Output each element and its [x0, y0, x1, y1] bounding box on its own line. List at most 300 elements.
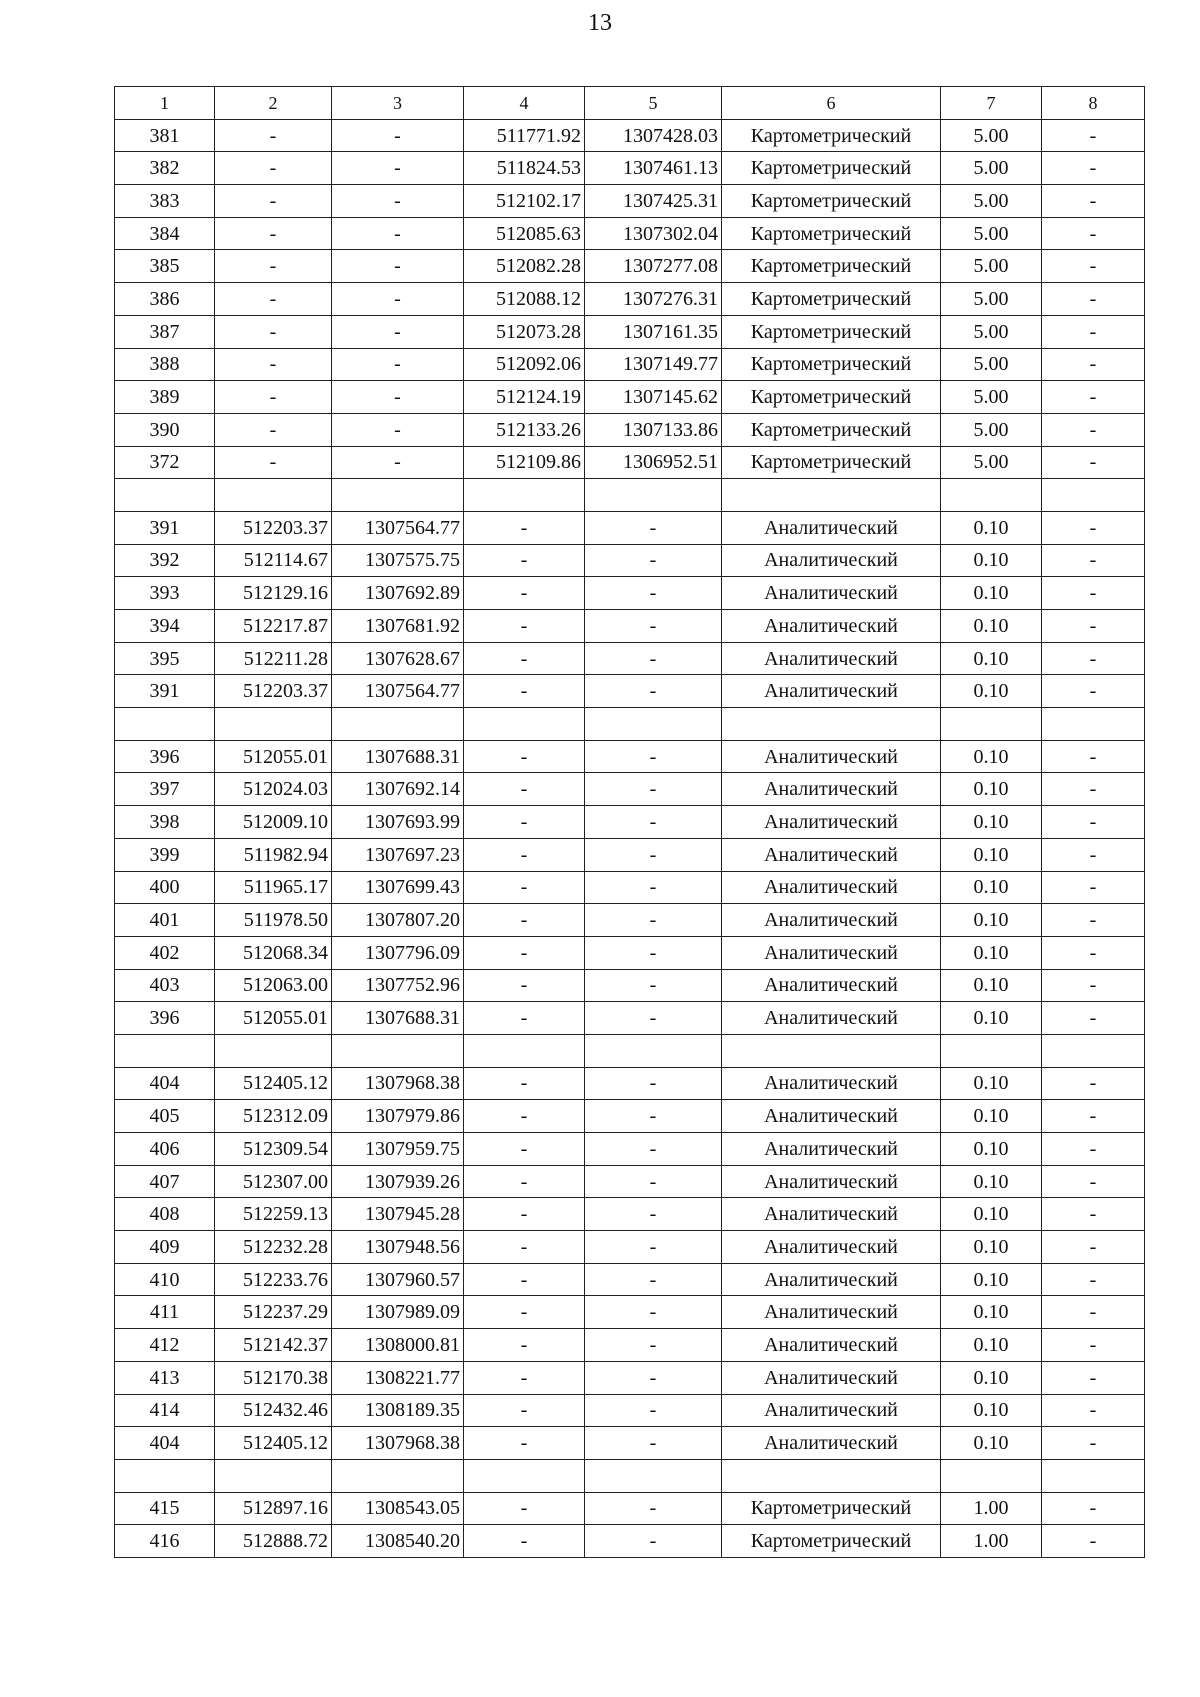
- table-cell-col-3: 1307989.09: [332, 1296, 464, 1329]
- table-cell-col-5: [585, 1034, 722, 1067]
- table-cell-col-1: 384: [115, 217, 215, 250]
- table-cell-col-6: Аналитический: [722, 904, 941, 937]
- table-cell-col-3: 1307752.96: [332, 969, 464, 1002]
- table-cell-col-5: 1307277.08: [585, 250, 722, 283]
- table-cell-col-6: Картометрический: [722, 1492, 941, 1525]
- table-cell-col-4: 512092.06: [464, 348, 585, 381]
- table-row: [115, 1329, 1145, 1362]
- table-cell-col-1: 389: [115, 381, 215, 414]
- table-cell-col-8: -: [1042, 1492, 1145, 1525]
- table-row: [115, 217, 1145, 250]
- table-cell-col-2: -: [215, 446, 332, 479]
- table-cell-col-6: Аналитический: [722, 838, 941, 871]
- table-row: [115, 1394, 1145, 1427]
- table-cell-col-4: -: [464, 1002, 585, 1035]
- table-cell-col-8: -: [1042, 544, 1145, 577]
- table-cell-col-6: Картометрический: [722, 152, 941, 185]
- table-row: [115, 1263, 1145, 1296]
- table-cell-col-8: -: [1042, 315, 1145, 348]
- table-cell-col-6: Картометрический: [722, 1525, 941, 1558]
- table-cell-col-4: [464, 479, 585, 512]
- table-cell-col-7: 5.00: [941, 348, 1042, 381]
- table-cell-col-6: Аналитический: [722, 1296, 941, 1329]
- table-cell-col-4: -: [464, 1394, 585, 1427]
- table-cell-col-1: 390: [115, 413, 215, 446]
- table-cell-col-2: 512309.54: [215, 1133, 332, 1166]
- table-row: [115, 1231, 1145, 1264]
- table-cell-col-5: -: [585, 1165, 722, 1198]
- table-cell-col-2: 512307.00: [215, 1165, 332, 1198]
- table-cell-col-1: 385: [115, 250, 215, 283]
- table-cell-col-3: 1307575.75: [332, 544, 464, 577]
- table-cell-col-5: -: [585, 1263, 722, 1296]
- table-cell-col-4: 512102.17: [464, 185, 585, 218]
- table-row: [115, 1459, 1145, 1492]
- table-cell-col-2: 512897.16: [215, 1492, 332, 1525]
- table-cell-col-4: -: [464, 1492, 585, 1525]
- table-cell-col-8: -: [1042, 1394, 1145, 1427]
- table-cell-col-7: 0.10: [941, 544, 1042, 577]
- table-cell-col-3: 1307979.86: [332, 1100, 464, 1133]
- table-cell-col-6: Аналитический: [722, 642, 941, 675]
- table-cell-col-1: 387: [115, 315, 215, 348]
- table-cell-col-1: 399: [115, 838, 215, 871]
- table-cell-col-1: 404: [115, 1067, 215, 1100]
- table-cell-col-7: [941, 708, 1042, 741]
- table-cell-col-5: [585, 1459, 722, 1492]
- table-cell-col-7: 0.10: [941, 511, 1042, 544]
- table-cell-col-7: 0.10: [941, 969, 1042, 1002]
- table-cell-col-5: -: [585, 511, 722, 544]
- table-cell-col-4: [464, 1459, 585, 1492]
- table-cell-col-6: Аналитический: [722, 1198, 941, 1231]
- table-row: [115, 1525, 1145, 1558]
- table-cell-col-5: -: [585, 969, 722, 1002]
- table-cell-col-7: 0.10: [941, 1198, 1042, 1231]
- table-cell-col-2: 512170.38: [215, 1361, 332, 1394]
- table-cell-col-7: 5.00: [941, 119, 1042, 152]
- table-cell-col-4: -: [464, 544, 585, 577]
- table-cell-col-1: 402: [115, 936, 215, 969]
- table-cell-col-2: 512055.01: [215, 1002, 332, 1035]
- table-cell-col-1: 391: [115, 675, 215, 708]
- table-cell-col-7: 5.00: [941, 217, 1042, 250]
- table-cell-col-6: Аналитический: [722, 1231, 941, 1264]
- table-cell-col-1: 410: [115, 1263, 215, 1296]
- table-cell-col-1: 372: [115, 446, 215, 479]
- table-cell-col-1: 404: [115, 1427, 215, 1460]
- table-cell-col-5: -: [585, 1198, 722, 1231]
- table-cell-col-1: [115, 479, 215, 512]
- table-cell-col-4: 512124.19: [464, 381, 585, 414]
- table-cell-col-7: 5.00: [941, 446, 1042, 479]
- table-row: [115, 1067, 1145, 1100]
- table-cell-col-4: -: [464, 838, 585, 871]
- table-cell-col-3: [332, 1034, 464, 1067]
- table-cell-col-4: -: [464, 1231, 585, 1264]
- table-cell-col-5: -: [585, 1361, 722, 1394]
- table-cell-col-3: -: [332, 381, 464, 414]
- table-cell-col-1: 407: [115, 1165, 215, 1198]
- table-cell-col-1: 396: [115, 1002, 215, 1035]
- table-row: [115, 1361, 1145, 1394]
- table-cell-col-4: [464, 1034, 585, 1067]
- table-cell-col-8: -: [1042, 1165, 1145, 1198]
- table-cell-col-6: Аналитический: [722, 936, 941, 969]
- table-cell-col-7: 0.10: [941, 1361, 1042, 1394]
- table-cell-col-8: -: [1042, 1525, 1145, 1558]
- table-cell-col-7: 0.10: [941, 740, 1042, 773]
- table-cell-col-3: [332, 1459, 464, 1492]
- table-cell-col-5: 1307145.62: [585, 381, 722, 414]
- table-cell-col-4: -: [464, 577, 585, 610]
- table-cell-col-7: 5.00: [941, 315, 1042, 348]
- table-cell-col-8: -: [1042, 1231, 1145, 1264]
- table-cell-col-2: 512432.46: [215, 1394, 332, 1427]
- table-cell-col-2: -: [215, 315, 332, 348]
- table-cell-col-1: 383: [115, 185, 215, 218]
- table-row: [115, 1492, 1145, 1525]
- table-cell-col-5: 1307425.31: [585, 185, 722, 218]
- table-cell-col-2: [215, 1034, 332, 1067]
- table-cell-col-4: 512133.26: [464, 413, 585, 446]
- table-cell-col-1: 398: [115, 806, 215, 839]
- table-cell-col-5: -: [585, 1394, 722, 1427]
- table-cell-col-2: [215, 708, 332, 741]
- table-cell-col-7: 0.10: [941, 577, 1042, 610]
- table-cell-col-3: 1307692.89: [332, 577, 464, 610]
- table-cell-col-7: 0.10: [941, 1427, 1042, 1460]
- table-row: [115, 610, 1145, 643]
- table-cell-col-6: Картометрический: [722, 315, 941, 348]
- table-cell-col-4: -: [464, 871, 585, 904]
- table-cell-col-4: -: [464, 1296, 585, 1329]
- table-cell-col-4: 512088.12: [464, 283, 585, 316]
- header-row: [115, 87, 1145, 120]
- table-cell-col-2: 512068.34: [215, 936, 332, 969]
- table-cell-col-6: Аналитический: [722, 1100, 941, 1133]
- table-cell-col-6: Картометрический: [722, 283, 941, 316]
- table-cell-col-3: 1308189.35: [332, 1394, 464, 1427]
- table-cell-col-4: 512109.86: [464, 446, 585, 479]
- table-cell-col-4: -: [464, 806, 585, 839]
- table-cell-col-3: 1307564.77: [332, 511, 464, 544]
- table-cell-col-3: 1307945.28: [332, 1198, 464, 1231]
- table-cell-col-3: 1307688.31: [332, 740, 464, 773]
- table-cell-col-3: -: [332, 413, 464, 446]
- table-cell-col-4: -: [464, 969, 585, 1002]
- table-cell-col-8: -: [1042, 871, 1145, 904]
- table-cell-col-8: -: [1042, 217, 1145, 250]
- table-cell-col-8: -: [1042, 250, 1145, 283]
- table-row: [115, 479, 1145, 512]
- table-cell-col-2: 512063.00: [215, 969, 332, 1002]
- table-cell-col-3: 1308000.81: [332, 1329, 464, 1362]
- table-cell-col-3: 1307697.23: [332, 838, 464, 871]
- table-cell-col-2: -: [215, 185, 332, 218]
- table-cell-col-4: 511771.92: [464, 119, 585, 152]
- table-cell-col-7: 0.10: [941, 1231, 1042, 1264]
- table-cell-col-5: -: [585, 610, 722, 643]
- table-cell-col-3: -: [332, 283, 464, 316]
- table-cell-col-1: 391: [115, 511, 215, 544]
- table-cell-col-8: -: [1042, 1361, 1145, 1394]
- table-row: [115, 381, 1145, 414]
- table-cell-col-5: 1307428.03: [585, 119, 722, 152]
- table-cell-col-7: [941, 1034, 1042, 1067]
- table-cell-col-5: -: [585, 1525, 722, 1558]
- table-cell-col-6: Аналитический: [722, 871, 941, 904]
- table-cell-col-2: 512055.01: [215, 740, 332, 773]
- table-cell-col-8: -: [1042, 511, 1145, 544]
- table-row: [115, 969, 1145, 1002]
- table-cell-col-7: 5.00: [941, 152, 1042, 185]
- table-cell-col-5: -: [585, 936, 722, 969]
- table-cell-col-6: Аналитический: [722, 969, 941, 1002]
- table-cell-col-6: Аналитический: [722, 1002, 941, 1035]
- table-cell-col-6: Аналитический: [722, 1329, 941, 1362]
- table-row: [115, 315, 1145, 348]
- table-cell-col-3: 1307628.67: [332, 642, 464, 675]
- table-cell-col-4: 512082.28: [464, 250, 585, 283]
- table-cell-col-5: -: [585, 1231, 722, 1264]
- table-cell-col-2: 512405.12: [215, 1067, 332, 1100]
- table-cell-col-8: -: [1042, 806, 1145, 839]
- table-cell-col-5: [585, 479, 722, 512]
- table-cell-col-6: Картометрический: [722, 348, 941, 381]
- table-cell-col-1: 388: [115, 348, 215, 381]
- table-cell-col-7: 1.00: [941, 1525, 1042, 1558]
- table-row: [115, 152, 1145, 185]
- table-cell-col-3: 1307564.77: [332, 675, 464, 708]
- table-cell-col-5: -: [585, 1133, 722, 1166]
- table-cell-col-6: Аналитический: [722, 1427, 941, 1460]
- table-row: [115, 544, 1145, 577]
- table-cell-col-3: 1308543.05: [332, 1492, 464, 1525]
- table-cell-col-7: [941, 479, 1042, 512]
- table-cell-col-2: -: [215, 413, 332, 446]
- table-cell-col-8: -: [1042, 1296, 1145, 1329]
- table-cell-col-5: 1307161.35: [585, 315, 722, 348]
- table-cell-col-4: 512073.28: [464, 315, 585, 348]
- table-cell-col-8: -: [1042, 740, 1145, 773]
- table-cell-col-6: Картометрический: [722, 413, 941, 446]
- table-row: [115, 740, 1145, 773]
- table-cell-col-7: 0.10: [941, 642, 1042, 675]
- table-cell-col-1: 405: [115, 1100, 215, 1133]
- table-cell-col-7: 0.10: [941, 1165, 1042, 1198]
- table-cell-col-2: 512203.37: [215, 511, 332, 544]
- table-cell-col-2: -: [215, 283, 332, 316]
- table-cell-col-5: 1307149.77: [585, 348, 722, 381]
- table-cell-col-3: -: [332, 315, 464, 348]
- column-header: 2: [215, 87, 332, 120]
- table-row: [115, 1427, 1145, 1460]
- table-cell-col-4: -: [464, 1361, 585, 1394]
- table-cell-col-1: 395: [115, 642, 215, 675]
- table-cell-col-3: -: [332, 185, 464, 218]
- table-row: [115, 1034, 1145, 1067]
- table-cell-col-1: 382: [115, 152, 215, 185]
- table-cell-col-4: 511824.53: [464, 152, 585, 185]
- column-header: 1: [115, 87, 215, 120]
- table-cell-col-6: Аналитический: [722, 577, 941, 610]
- table-cell-col-8: -: [1042, 969, 1145, 1002]
- table-cell-col-2: 512312.09: [215, 1100, 332, 1133]
- table-cell-col-1: 394: [115, 610, 215, 643]
- table-cell-col-8: -: [1042, 1329, 1145, 1362]
- table-row: [115, 1100, 1145, 1133]
- table-cell-col-2: 511978.50: [215, 904, 332, 937]
- table-cell-col-5: -: [585, 577, 722, 610]
- table-cell-col-4: [464, 708, 585, 741]
- table-cell-col-3: 1307807.20: [332, 904, 464, 937]
- table-cell-col-7: 0.10: [941, 1002, 1042, 1035]
- table-cell-col-3: 1307681.92: [332, 610, 464, 643]
- table-cell-col-3: [332, 708, 464, 741]
- table-row: [115, 708, 1145, 741]
- table-cell-col-6: Аналитический: [722, 1263, 941, 1296]
- table-row: [115, 936, 1145, 969]
- table-cell-col-5: -: [585, 871, 722, 904]
- table-cell-col-3: 1307688.31: [332, 1002, 464, 1035]
- table-cell-col-3: -: [332, 152, 464, 185]
- page-number: 13: [588, 10, 612, 36]
- table-cell-col-8: -: [1042, 1263, 1145, 1296]
- table-cell-col-5: 1307133.86: [585, 413, 722, 446]
- table-cell-col-2: 512405.12: [215, 1427, 332, 1460]
- table-cell-col-4: -: [464, 1427, 585, 1460]
- table-body: [115, 119, 1145, 1557]
- table-cell-col-4: -: [464, 936, 585, 969]
- table-cell-col-2: 512203.37: [215, 675, 332, 708]
- table-row: [115, 1165, 1145, 1198]
- table-cell-col-8: [1042, 1034, 1145, 1067]
- table-cell-col-6: [722, 1034, 941, 1067]
- table-cell-col-2: -: [215, 348, 332, 381]
- table-cell-col-3: -: [332, 119, 464, 152]
- table-cell-col-5: [585, 708, 722, 741]
- table-cell-col-3: -: [332, 217, 464, 250]
- table-cell-col-5: -: [585, 904, 722, 937]
- table-cell-col-6: Аналитический: [722, 544, 941, 577]
- table-row: [115, 119, 1145, 152]
- table-row: [115, 642, 1145, 675]
- table-cell-col-7: 0.10: [941, 904, 1042, 937]
- table-cell-col-1: [115, 1034, 215, 1067]
- table-cell-col-1: 403: [115, 969, 215, 1002]
- table-cell-col-2: 512217.87: [215, 610, 332, 643]
- table-row: [115, 1296, 1145, 1329]
- table-cell-col-8: -: [1042, 413, 1145, 446]
- table-cell-col-7: 0.10: [941, 1067, 1042, 1100]
- table-cell-col-6: Аналитический: [722, 1067, 941, 1100]
- table-cell-col-1: 386: [115, 283, 215, 316]
- table-row: [115, 185, 1145, 218]
- table-cell-col-3: -: [332, 446, 464, 479]
- table-cell-col-7: 0.10: [941, 610, 1042, 643]
- table-cell-col-2: [215, 1459, 332, 1492]
- table-cell-col-2: 512233.76: [215, 1263, 332, 1296]
- table-cell-col-7: 0.10: [941, 675, 1042, 708]
- table-cell-col-2: 512114.67: [215, 544, 332, 577]
- table-cell-col-1: 413: [115, 1361, 215, 1394]
- table-cell-col-3: 1308540.20: [332, 1525, 464, 1558]
- table-row: [115, 838, 1145, 871]
- table-cell-col-7: 0.10: [941, 838, 1042, 871]
- table-cell-col-5: -: [585, 1329, 722, 1362]
- table-cell-col-7: 5.00: [941, 381, 1042, 414]
- table-cell-col-2: -: [215, 119, 332, 152]
- table-cell-col-7: 5.00: [941, 413, 1042, 446]
- table-row: [115, 446, 1145, 479]
- table-cell-col-5: 1306952.51: [585, 446, 722, 479]
- table-cell-col-8: -: [1042, 152, 1145, 185]
- table-cell-col-8: -: [1042, 1427, 1145, 1460]
- column-header: 7: [941, 87, 1042, 120]
- table-cell-col-3: 1308221.77: [332, 1361, 464, 1394]
- table-cell-col-2: 512024.03: [215, 773, 332, 806]
- table-cell-col-3: 1307699.43: [332, 871, 464, 904]
- table-cell-col-2: 512888.72: [215, 1525, 332, 1558]
- table-cell-col-6: Аналитический: [722, 1133, 941, 1166]
- table-row: [115, 413, 1145, 446]
- table-cell-col-1: 406: [115, 1133, 215, 1166]
- table-cell-col-1: 392: [115, 544, 215, 577]
- table-cell-col-8: -: [1042, 283, 1145, 316]
- table-cell-col-7: 5.00: [941, 283, 1042, 316]
- table-cell-col-7: 0.10: [941, 936, 1042, 969]
- table-cell-col-8: [1042, 1459, 1145, 1492]
- table-cell-col-7: [941, 1459, 1042, 1492]
- table-cell-col-2: -: [215, 250, 332, 283]
- table-cell-col-4: -: [464, 610, 585, 643]
- table-cell-col-8: -: [1042, 675, 1145, 708]
- table-cell-col-4: -: [464, 1067, 585, 1100]
- column-header: 3: [332, 87, 464, 120]
- table-cell-col-6: Картометрический: [722, 217, 941, 250]
- table-cell-col-8: -: [1042, 936, 1145, 969]
- table-cell-col-4: -: [464, 740, 585, 773]
- table-cell-col-3: 1307960.57: [332, 1263, 464, 1296]
- table-cell-col-4: -: [464, 904, 585, 937]
- coordinates-table: [114, 86, 1145, 1558]
- table-cell-col-4: -: [464, 773, 585, 806]
- table-row: [115, 773, 1145, 806]
- table-cell-col-8: [1042, 479, 1145, 512]
- table-cell-col-1: 401: [115, 904, 215, 937]
- table-cell-col-4: -: [464, 675, 585, 708]
- table-cell-col-5: -: [585, 740, 722, 773]
- table-cell-col-6: [722, 479, 941, 512]
- table-cell-col-3: 1307796.09: [332, 936, 464, 969]
- table-cell-col-6: Аналитический: [722, 773, 941, 806]
- table-cell-col-5: -: [585, 1100, 722, 1133]
- table-cell-col-6: Аналитический: [722, 806, 941, 839]
- table-cell-col-3: 1307693.99: [332, 806, 464, 839]
- table-cell-col-6: Аналитический: [722, 610, 941, 643]
- column-header: 6: [722, 87, 941, 120]
- table-cell-col-8: -: [1042, 838, 1145, 871]
- table-row: [115, 283, 1145, 316]
- table-cell-col-2: 512129.16: [215, 577, 332, 610]
- table-cell-col-2: 511982.94: [215, 838, 332, 871]
- table-cell-col-6: [722, 708, 941, 741]
- table-cell-col-7: 0.10: [941, 1263, 1042, 1296]
- table-cell-col-2: 512259.13: [215, 1198, 332, 1231]
- table-cell-col-5: 1307461.13: [585, 152, 722, 185]
- table-cell-col-8: -: [1042, 119, 1145, 152]
